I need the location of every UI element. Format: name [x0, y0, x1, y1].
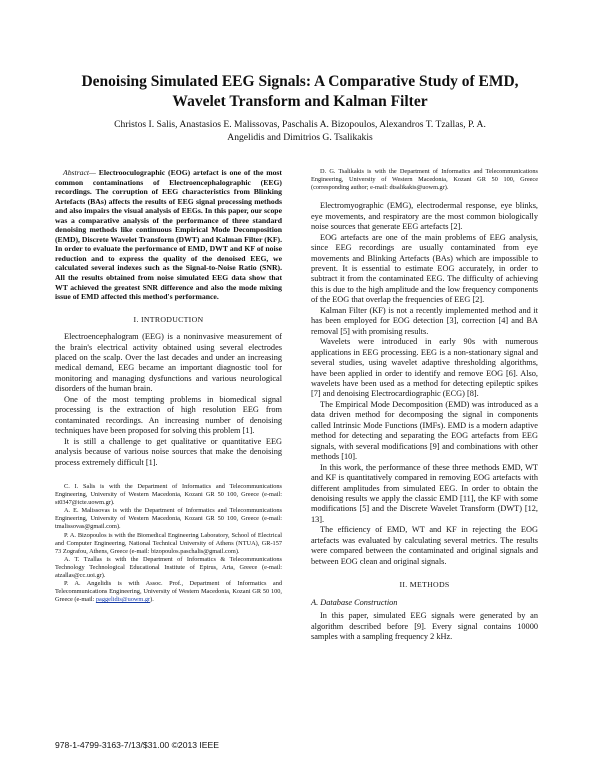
- methods-heading: II. METHODS: [399, 580, 450, 590]
- intro-paragraph-2: One of the most tempting problems in biomedical signal processing is the extraction of high resolution EEG from contaminated recordings. An increasing number of denoising techniques have been proposed for solving this problem [1].: [55, 394, 282, 436]
- footnote-angelidis-tail: ).: [150, 596, 154, 604]
- abstract-body: Electrooculographic (EOG) artefact is one of the most common contaminations of Electroencephalographic (EEG) recordings. The corruption of EEG characteristics from Blinking Artefacts (BAs) affects the results of EEG signal processing methods and also impairs the visual analysis of EEGs. In this paper, our scope was a comparative analysis of the performance of three standard denoising methods like continuous Empirical Mode Decomposition (EMD), Discrete Wavelet Transform (DWT) and Kalman Filter (KF). In order to evaluate the performance of EMD, DWT and KF of noise reduction and to express the quality of the denoised EEG, we calculated several indexes such as the Signal-to-Noise Ratio (SNR). All the results obtained from noise simulated EEG data show that WT achieved the greatest SNR difference and also the mode mixing issue of EMD affected this method's performance.: [55, 168, 282, 302]
- methods-paragraph: In this paper, simulated EEG signals were generated by an algorithm described before [9]. Every signal contains 10000 samples with a sampling frequency 2 kHz.: [311, 611, 538, 641]
- author-footnotes: [55, 483, 282, 604]
- body-paragraph-7: The efficiency of EMD, WT and KF in rejecting the EOG artefacts was evaluated by calculating several metrics. The results were compared between the contaminated and original signals and between EOG clean and original signals.: [311, 525, 538, 566]
- body-paragraph-6: In this work, the performance of these three methods EMD, WT and KF is quantitatively compared in removing EOG artefacts with different amplitudes from simulated EEG. In order to obtain the denoising results we apply the classic EMD [11], the KF with some modifications [5] and the Discrete Wavelet Transform (DWT) [12, 13].: [311, 462, 538, 524]
- body-paragraph-4: Wavelets were introduced in early 90s with numerous applications in EEG processing. EEG is a non-stationary signal and several studies, using wavelet adaptive thresholding algorithms, have been applied in order to identify and remove EOG [6]. Also, wavelets have been used as a method for detecting epileptic spikes [7] and denoising Electrocardiographic (ECG) [8].: [311, 337, 538, 399]
- footnote-tzallas: A. T. Tzallas is with the Department of Informatics & Telecommunications Technology Technological Educational Institute of Epirus, Arta, Greece (e-mail: atzallas@cc.uoi.gr).: [55, 555, 282, 580]
- footnote-bizopoulos: P. A. Bizopoulos is with the Biomedical Engineering Laboratory, School of Electrical and Computer Engineering, National Technical University of Athens (NTUA), GR-157 73 Zografou, Athens, Greece (e-mail: bizopoulos.paschalis@gmail.com).: [55, 531, 282, 555]
- title-line-2: Wavelet Transform and Kalman Filter: [172, 93, 428, 110]
- title-line-1: Denoising Simulated EEG Signals: A Comparative Study of EMD,: [81, 73, 519, 90]
- authors-line-2: Angelidis and Dimitrios G. Tsalikakis: [227, 132, 373, 143]
- email-link[interactable]: paggelidis@uowm.gr: [95, 596, 151, 604]
- subsection-database-construction: A. Database Construction: [311, 597, 398, 607]
- abstract: [55, 168, 282, 302]
- body-paragraph-3: Kalman Filter (KF) is not a recently implemented method and it has been employed for EOG detection [3], correction [4] and BA removal [5] with promising results.: [311, 305, 538, 336]
- footnote-salis: C. I. Salis is with the Department of Informatics and Telecommunications Engineering, University of Western Macedonia, Kozani GR 50 100, Greece (e-mail: st0347@icte.uowm.gr).: [55, 483, 282, 507]
- paper-title: [60, 72, 540, 112]
- body-paragraph-1: Electromyographic (EMG), electrodermal response, eye blinks, eye movements, and respiratory are the most common biologically noise sources that generate EEG artefacts [2].: [311, 201, 538, 232]
- footnote-angelidis: [55, 580, 282, 604]
- intro-paragraph-3: It is still a challenge to get qualitative or quantitative EEG analysis because of various noise sources that make the denoising process extremely difficult [1].: [55, 436, 282, 467]
- footnote-malissovas: A. E. Malissovas is with the Department of Informatics and Telecommunications Engineering, University of Western Macedonia, Kozani GR 50 100, Greece (e-mail: tmalissovas@gmail.com).: [55, 507, 282, 531]
- intro-paragraph-1: Electroencephalogram (EEG) is a noninvasive measurement of the brain's electrical activity obtained using several electrodes placed on the scalp. Over the last decades and under an increasing medical demand, EEG became an important diagnostic tool for monitoring and managing dysfunctions and various neurological disorders of the human brain.: [55, 332, 282, 394]
- corresponding-footnote: [311, 168, 538, 192]
- footnote-angelidis-text: P. A. Angelidis is with Assoc. Prof., Department of Informatics and Telecommunications Engineering, University of Western Macedonia, Kozani GR 50 100, Greece (e-mail:: [55, 580, 282, 604]
- body-paragraph-2: EOG artefacts are one of the main problems of EEG analysis, since EEG recordings are usually contaminated from eye movements and Blinking Artefacts (BAs) which are impossible to prevent. It is essential to estimate EOG accurately, in order to subtract it from the contaminated EEG. The difficulty of achieving this is due to the high amplitude and the low frequency components of the EOG that overlap the frequencies of EEG [2].: [311, 232, 538, 305]
- body-paragraph-5: The Empirical Mode Decomposition (EMD) was introduced as a data driven method for decomposing the signal in components called Intrinsic Mode Functions (IMFs). EMD is a modern adaptive method for detecting and separating the EOG artefacts from EEG signals, with several modifications [9] and combinations with other methods [10].: [311, 399, 538, 462]
- author-list: [90, 118, 510, 144]
- intro-heading: I. INTRODUCTION: [133, 314, 204, 324]
- left-column: [55, 168, 282, 604]
- authors-line-1: Christos I. Salis, Anastasios E. Malissovas, Paschalis A. Bizopoulos, Alexandros T. Tzallas, P. A.: [114, 119, 486, 130]
- abstract-lead: Abstract—: [63, 168, 96, 177]
- copyright-notice: 978-1-4799-3163-7/13/$31.00 ©2013 IEEE: [55, 740, 220, 750]
- right-column: [311, 168, 538, 642]
- footnote-tsalikakis: D. G. Tsalikakis is with the Department of Informatics and Telecommunications Engineering, University of Western Macedonia, Kozani GR 50 100, Greece (corresponding author; e-mail: dtsalikakis@uowm.gr).: [311, 168, 538, 192]
